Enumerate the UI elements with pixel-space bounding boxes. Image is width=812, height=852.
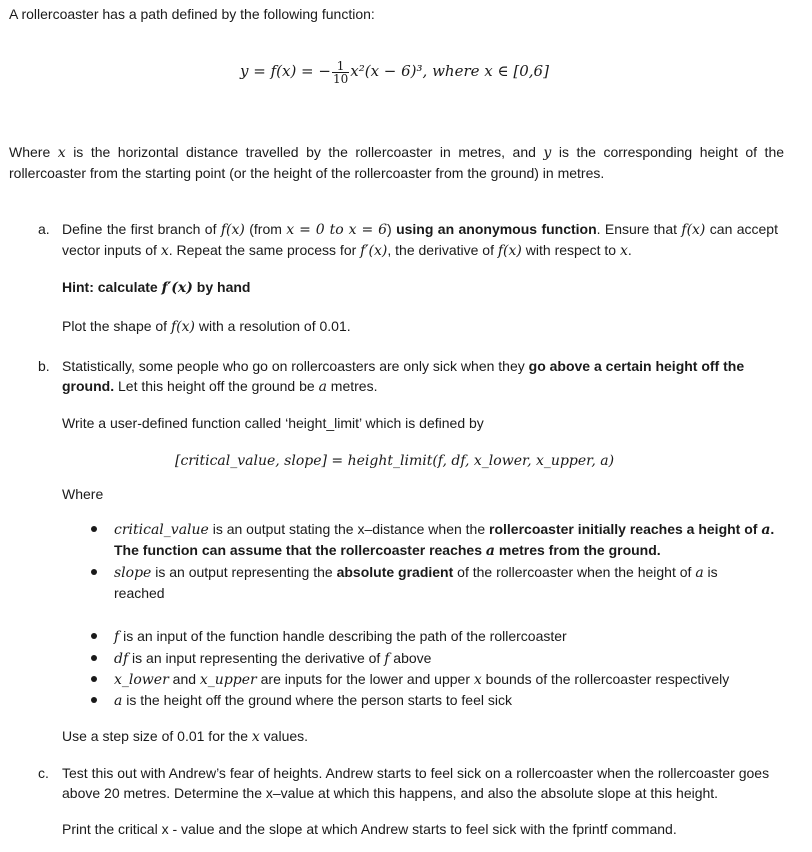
bullet-text-4: reached [114,585,165,601]
part-a-t3: ) [387,221,397,237]
equation-fraction [332,60,349,85]
bullet-dot [91,655,97,661]
bullet-bold-2b: metres from the ground. [494,542,661,558]
part-a-t6: . Repeat the same process for [168,242,361,258]
bullet-bold: rollercoaster initially reaches a height of [489,521,762,537]
bullet-text: is the height off the ground where the person starts to feel sick [122,692,512,708]
part-a-range: x = 0 to x = 6 [286,222,388,238]
bullet-bold-2a: The function can assume that the rollercoaster reaches [114,542,486,558]
bullet-bold-end: . [770,521,775,537]
part-a-t1: Define the first branch of [62,221,221,237]
part-a-x1: x [160,243,169,259]
part-a-t9: . [627,242,632,258]
step-text-2: values. [259,728,309,744]
part-a-t4: . Ensure that [596,221,682,237]
where-label: Where [62,486,104,502]
bullet-text-3: is [703,564,718,580]
part-b-label: b. [38,358,50,374]
bullet-text: is an input of the function handle describing the path of the rollercoaster [119,628,567,644]
bullet-critical-value [114,519,804,561]
part-b-t1: Statistically, some people who go on rollercoasters are only sick when they [62,358,529,374]
bullet-math: critical_value [114,522,209,538]
bullet-text-2: of the rollercoaster when the height of [453,564,696,580]
bullet-bold-math: a [761,522,771,538]
function-signature: [critical_value, slope] = height_limit(f, df, x_lower, x_upper, a) [175,453,615,469]
part-a-plot [62,316,351,337]
bullet-f-input [114,626,567,647]
plot-text-2: with a resolution of 0.01. [194,318,351,334]
part-b-a: a [318,379,327,395]
part-b-bold: go above a certain height off the ground. [62,358,745,394]
hint-bold: Hint: calculate [62,279,162,295]
plot-text-1: Plot the shape of [62,318,171,334]
hint-tail: by hand [192,279,251,295]
bullet-math: x_lower [114,672,169,688]
bullet-text: and [168,671,200,687]
bullet-math: df [114,651,129,667]
bullet-math-2: x_upper [199,672,257,688]
bullet-math-2: f [384,651,390,667]
plot-fx: f(x) [170,319,195,335]
part-a-fx3: f(x) [497,243,522,259]
part-b-write: Write a user-defined function called ‘height_limit’ which is defined by [62,415,484,431]
part-c-print: Print the critical x - value and the slope at which Andrew starts to feel sick with the fprintf command. [62,821,677,837]
bullet-math-3: x [473,672,482,688]
bullet-text: is an output stating the x–distance when the [208,521,490,537]
bullet-dot [91,676,97,682]
bullet-text: is an input representing the derivative of [128,650,385,666]
step-size-text [62,726,308,747]
bullet-math: slope [114,565,152,581]
part-a-t8: with respect to [521,242,620,258]
bullet-df-input [114,648,431,669]
bullet-dot [91,526,97,532]
bullet-bold-math-2: a [485,543,495,559]
part-a-text [62,219,778,261]
part-a-hint [62,277,250,298]
part-b-t3: metres. [326,378,378,394]
bullet-bold: absolute gradient [336,564,454,580]
function-equation [240,58,549,85]
part-a-fx: f(x) [220,222,245,238]
bullet-text-3: bounds of the rollercoaster respectively [481,671,730,687]
fraction-numerator: 1 [332,60,349,73]
bullet-slope [114,562,804,603]
bullet-a-input [114,690,512,711]
part-b-text [62,356,782,397]
bullet-bounds-input [114,669,729,690]
part-c-label: c. [38,765,49,781]
part-c-text: Test this out with Andrew’s fear of heights. Andrew starts to feel sick on a rollercoaster when the rollercoaster goes above 20 metres. Determine the x–value at which this happens, and also the absolute slope at this height. [62,765,770,801]
fraction-denominator: 10 [332,71,349,86]
part-a-t5: can accept vector inputs of [62,221,778,258]
intro-text: A rollercoaster has a path defined by the following function: [9,6,375,22]
desc-text-1: Where [9,144,58,160]
hint-math: f′(x) [161,280,193,296]
part-a-t7: , the derivative of [387,242,498,258]
part-b-t2: Let this height off the ground be [114,378,319,394]
equation-rhs: x²(x − 6)³, where x ∈ [0,6] [350,62,549,80]
bullet-math: f [114,629,120,645]
bullet-dot [91,633,97,639]
desc-var-y: y [543,145,552,161]
bullet-text: is an output representing the [151,564,337,580]
equation-lhs: y = f(x) = − [240,62,331,80]
desc-text-2: is the horizontal distance travelled by the rollercoaster in metres, and [65,144,544,160]
part-a-t2: (from [244,221,287,237]
bullet-dot [91,697,97,703]
part-a-x2: x [619,243,628,259]
step-text-1: Use a step size of 0.01 for the [62,728,252,744]
bullet-dot [91,569,97,575]
bullet-text-2: above [389,650,432,666]
desc-var-x: x [57,145,66,161]
part-a-bold: using an anonymous function [396,221,597,237]
part-a-label: a. [38,221,50,237]
part-a-dfx: f′(x) [360,243,388,259]
step-x: x [251,729,260,745]
bullet-math: a [114,693,123,709]
bullet-text-2: are inputs for the lower and upper [256,671,474,687]
part-a-fx2: f(x) [681,222,706,238]
bullet-a: a [695,565,704,581]
variable-description [9,142,784,183]
desc-text-3: is the corresponding height of the rollercoaster from the starting point (or the height of the rollercoaster from the ground) in metres. [9,144,785,181]
